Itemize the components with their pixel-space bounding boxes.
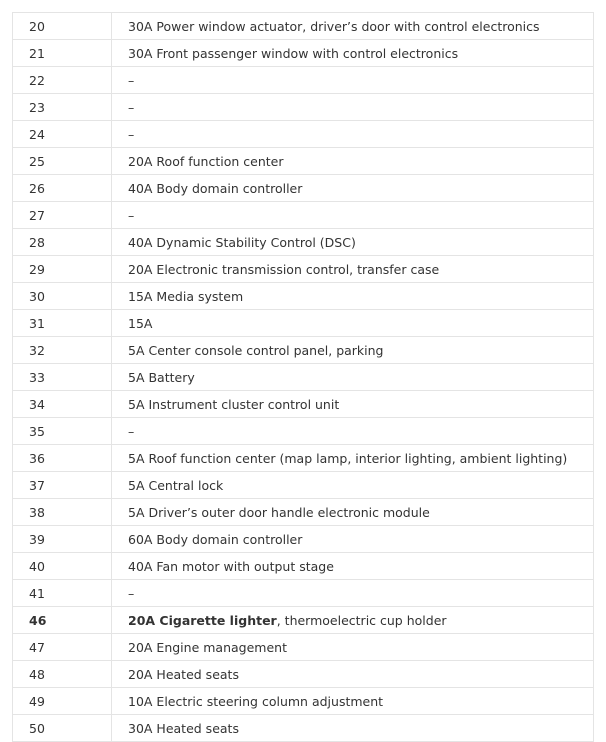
table-row (13, 715, 594, 742)
fuse-description: – (112, 67, 594, 94)
fuse-description: 40A Fan motor with output stage (112, 553, 594, 580)
table-row (13, 661, 594, 688)
fuse-description: – (112, 121, 594, 148)
table-row (13, 202, 594, 229)
fuse-description: 30A Front passenger window with control electronics (112, 40, 594, 67)
fuse-description: 5A Roof function center (map lamp, interior lighting, ambient lighting) (112, 445, 594, 472)
table-row (13, 94, 594, 121)
table-row (13, 121, 594, 148)
fuse-description: 40A Dynamic Stability Control (DSC) (112, 229, 594, 256)
table-row (13, 13, 594, 40)
table-row (13, 445, 594, 472)
table-row (13, 310, 594, 337)
fuse-number: 38 (13, 499, 112, 526)
fuse-number: 22 (13, 67, 112, 94)
table-row (13, 40, 594, 67)
fuse-number: 29 (13, 256, 112, 283)
fuse-description (112, 607, 594, 634)
fuse-table-body (13, 13, 594, 742)
fuse-number: 41 (13, 580, 112, 607)
table-row (13, 499, 594, 526)
fuse-table (12, 12, 594, 742)
fuse-description: 20A Roof function center (112, 148, 594, 175)
fuse-number: 35 (13, 418, 112, 445)
table-row (13, 175, 594, 202)
fuse-number: 26 (13, 175, 112, 202)
table-row (13, 418, 594, 445)
table-row (13, 337, 594, 364)
table-row-highlighted (13, 607, 594, 634)
table-row (13, 391, 594, 418)
table-row (13, 148, 594, 175)
fuse-number: 31 (13, 310, 112, 337)
fuse-description: – (112, 94, 594, 121)
fuse-description: 15A (112, 310, 594, 337)
fuse-description: 5A Driver’s outer door handle electronic module (112, 499, 594, 526)
fuse-number: 20 (13, 13, 112, 40)
table-row (13, 67, 594, 94)
table-row (13, 364, 594, 391)
fuse-description: – (112, 418, 594, 445)
fuse-description: 5A Battery (112, 364, 594, 391)
fuse-number: 33 (13, 364, 112, 391)
fuse-number: 25 (13, 148, 112, 175)
table-row (13, 472, 594, 499)
fuse-description: 10A Electric steering column adjustment (112, 688, 594, 715)
fuse-description: 20A Engine management (112, 634, 594, 661)
table-row (13, 634, 594, 661)
fuse-description: 40A Body domain controller (112, 175, 594, 202)
fuse-number: 24 (13, 121, 112, 148)
fuse-number: 47 (13, 634, 112, 661)
fuse-number: 32 (13, 337, 112, 364)
fuse-number: 50 (13, 715, 112, 742)
fuse-number: 23 (13, 94, 112, 121)
table-row (13, 283, 594, 310)
fuse-number: 48 (13, 661, 112, 688)
table-row (13, 526, 594, 553)
table-row (13, 688, 594, 715)
fuse-number: 27 (13, 202, 112, 229)
fuse-number: 30 (13, 283, 112, 310)
fuse-description: 20A Heated seats (112, 661, 594, 688)
table-row (13, 580, 594, 607)
fuse-number: 46 (13, 607, 112, 634)
table-row (13, 553, 594, 580)
fuse-description: – (112, 580, 594, 607)
fuse-description: – (112, 202, 594, 229)
fuse-description: 5A Instrument cluster control unit (112, 391, 594, 418)
fuse-description: 20A Electronic transmission control, transfer case (112, 256, 594, 283)
fuse-description: 30A Heated seats (112, 715, 594, 742)
fuse-number: 21 (13, 40, 112, 67)
fuse-number: 49 (13, 688, 112, 715)
fuse-number: 28 (13, 229, 112, 256)
fuse-number: 36 (13, 445, 112, 472)
fuse-description-rest: , thermoelectric cup holder (276, 612, 447, 628)
fuse-description: 30A Power window actuator, driver’s door with control electronics (112, 13, 594, 40)
fuse-description: 5A Central lock (112, 472, 594, 499)
table-row (13, 229, 594, 256)
fuse-number: 40 (13, 553, 112, 580)
fuse-description: 15A Media system (112, 283, 594, 310)
fuse-number: 34 (13, 391, 112, 418)
fuse-number: 39 (13, 526, 112, 553)
fuse-description: 60A Body domain controller (112, 526, 594, 553)
fuse-description: 5A Center console control panel, parking (112, 337, 594, 364)
fuse-description-bold: 20A Cigarette lighter (128, 612, 277, 628)
fuse-number: 37 (13, 472, 112, 499)
table-row (13, 256, 594, 283)
